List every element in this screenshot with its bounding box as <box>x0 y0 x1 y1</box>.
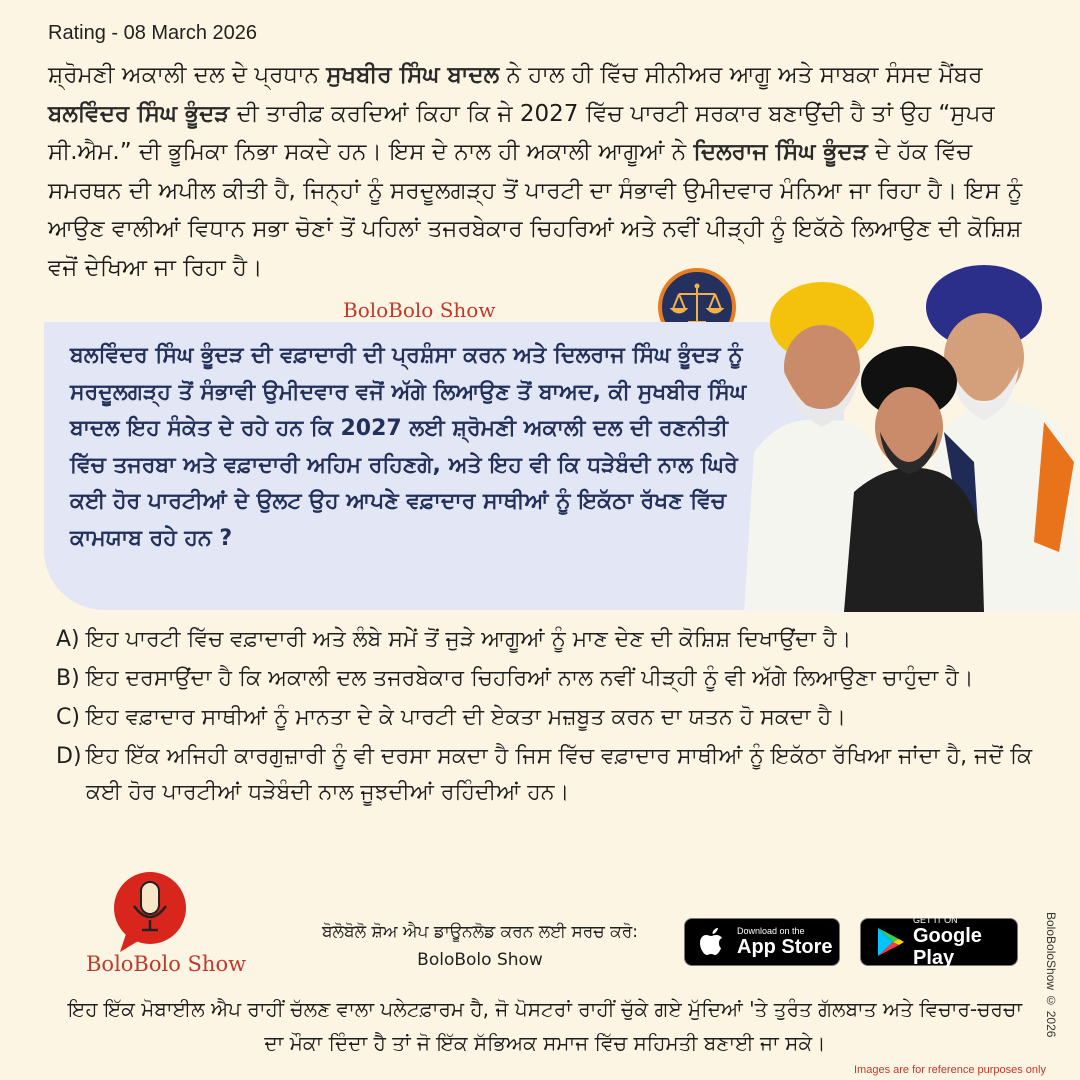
option-key: A) <box>56 627 80 652</box>
search-text: ਬੋਲੋਬੋਲੋ ਸ਼ੋਅ ਐਪ ਡਾਊਨਲੋਡ ਕਰਨ ਲਈ ਸਰਚ ਕਰੋ: <box>321 922 639 942</box>
google-play-button[interactable] <box>860 915 1018 969</box>
copyright: BoloBoloShow © 2026 <box>1044 912 1058 1038</box>
apple-icon <box>693 922 733 962</box>
answer-options <box>56 622 1036 814</box>
play-small-text: GET IT ON <box>913 915 958 925</box>
option-a[interactable] <box>56 622 1036 658</box>
option-text: ਇਹ ਵਫ਼ਾਦਾਰ ਸਾਥੀਆਂ ਨੂੰ ਮਾਨਤਾ ਦੇ ਕੇ ਪਾਰਟੀ ਦੀ ਏਕਤਾ ਮਜ਼ਬੂਤ ਕਰਨ ਦਾ ਯਤਨ ਹੋ ਸਕਦਾ ਹੈ। <box>86 705 847 730</box>
appstore-small-text: Download on the <box>737 926 805 936</box>
intro-name: ਦਿਲਰਾਜ ਸਿੰਘ ਭੂੰਦੜ <box>693 139 868 165</box>
logo-text: BoloBolo Show <box>86 952 247 976</box>
option-text: ਇਹ ਇੱਕ ਅਜਿਹੀ ਕਾਰਗੁਜ਼ਾਰੀ ਨੂੰ ਵੀ ਦਰਸਾ ਸਕਦਾ ਹੈ ਜਿਸ ਵਿੱਚ ਵਫ਼ਾਦਾਰ ਸਾਥੀਆਂ ਨੂੰ ਇਕੱਠਾ ਰੱਖਿਆ ਜਾਂਦਾ ਹੈ, ਜਦੋਂ ਕਿ ਕਈ ਹੋਰ ਪਾਰਟੀਆਂ ਧੜੇਬੰਦੀ ਨਾਲ ਜੂਝਦੀਆਂ ਰਹਿੰਦੀਆਂ ਹਨ। <box>86 744 1033 805</box>
app-store-button[interactable] <box>684 918 840 966</box>
intro-name: ਸੁਖਬੀਰ ਸਿੰਘ ਬਾਦਲ <box>326 62 500 88</box>
intro-name: ਬਲਵਿੰਦਰ ਸਿੰਘ ਭੂੰਦੜ <box>48 100 230 127</box>
option-text: ਇਹ ਦਰਸਾਉਂਦਾ ਹੈ ਕਿ ਅਕਾਲੀ ਦਲ ਤਜਰਬੇਕਾਰ ਚਿਹਰਿਆਂ ਨਾਲ ਨਵੀਂ ਪੀੜ੍ਹੀ ਨੂੰ ਵੀ ਅੱਗੇ ਲਿਆਉਣਾ ਚਾਹੁੰਦਾ ਹੈ। <box>86 666 974 691</box>
option-text: ਇਹ ਪਾਰਟੀ ਵਿੱਚ ਵਫ਼ਾਦਾਰੀ ਅਤੇ ਲੰਬੇ ਸਮੇਂ ਤੋਂ ਜੁੜੇ ਆਗੂਆਂ ਨੂੰ ਮਾਣ ਦੇਣ ਦੀ ਕੋਸ਼ਿਸ਼ ਦਿਖਾਉਂਦਾ ਹੈ। <box>86 627 852 652</box>
intro-text: ਸ਼੍ਰੋਮਣੀ ਅਕਾਲੀ ਦਲ ਦੇ ਪ੍ਰਧਾਨ <box>48 62 327 88</box>
search-instruction <box>290 918 670 974</box>
intro-paragraph <box>48 56 1038 287</box>
option-key: C) <box>56 705 80 730</box>
play-big-text: Google Play <box>913 925 982 969</box>
appstore-big-text: App Store <box>737 936 833 958</box>
option-key: D) <box>56 744 82 769</box>
footer-description: ਇਹ ਇੱਕ ਮੋਬਾਈਲ ਐਪ ਰਾਹੀਂ ਚੱਲਣ ਵਾਲਾ ਪਲੇਟਫ਼ਾਰਮ ਹੈ, ਜੋ ਪੋਸਟਰਾਂ ਰਾਹੀਂ ਚੁੱਕੇ ਗਏ ਮੁੱਦਿਆਂ 'ਤੇ ਤੁਰੰਤ ਗੱਲਬਾਤ ਅਤੇ ਵਿਚਾਰ-ਚਰਚਾ ਦਾ ਮੌਕਾ ਦਿੰਦਾ ਹੈ ਤਾਂ ਜੋ ਇੱਕ ਸੱਭਿਅਕ ਸਮਾਜ ਵਿੱਚ ਸਹਿਮਤੀ ਬਣਾਈ ਜਾ ਸਕੇ। <box>67 997 1023 1055</box>
app-name: BoloBolo Show <box>417 950 543 970</box>
intro-text: ਦੀ ਤਾਰੀਫ਼ ਕਰਦਿਆਂ ਕਿਹਾ ਕਿ ਜੇ 2027 ਵਿੱਚ ਪਾਰਟੀ ਸਰਕਾਰ ਬਣਾਉਂਦੀ ਹੈ ਤਾਂ ਉਹ “ਸੁਪਰ ਸੀ.ਐਮ.” ਦੀ ਭੂਮਿਕਾ ਨਿਭਾ ਸਕਦੇ ਹਨ। ਇਸ ਦੇ ਨਾਲ ਹੀ ਅਕਾਲੀ ਆਗੂਆਂ ਨੇ <box>48 100 995 165</box>
option-b[interactable] <box>56 661 1036 697</box>
brand-watermark: BoloBolo Show <box>343 298 496 322</box>
intro-text: ਨੇ ਹਾਲ ਹੀ ਵਿੱਚ ਸੀਨੀਅਰ ਆਗੂ ਅਤੇ ਸਾਬਕਾ ਸੰਸਦ ਮੈਂਬਰ <box>499 62 983 88</box>
rating-date: Rating - 08 March 2026 <box>48 22 258 44</box>
google-play-icon <box>869 922 909 962</box>
disclaimer: Images are for reference purposes only <box>854 1064 1046 1076</box>
option-d[interactable] <box>56 739 1036 811</box>
leaders-photo <box>744 262 1080 612</box>
question-text: ਬਲਵਿੰਦਰ ਸਿੰਘ ਭੂੰਦੜ ਦੀ ਵਫ਼ਾਦਾਰੀ ਦੀ ਪ੍ਰਸ਼ੰਸਾ ਕਰਨ ਅਤੇ ਦਿਲਰਾਜ ਸਿੰਘ ਭੂੰਦੜ ਨੂੰ ਸਰਦੂਲਗੜ੍ਹ ਤੋਂ ਸੰਭਾਵੀ ਉਮੀਦਵਾਰ ਵਜੋਂ ਅੱਗੇ ਲਿਆਉਣ ਤੋਂ ਬਾਅਦ, ਕੀ ਸੁਖਬੀਰ ਸਿੰਘ ਬਾਦਲ ਇਹ ਸੰਕੇਤ ਦੇ ਰਹੇ ਹਨ ਕਿ 2027 ਲਈ ਸ਼੍ਰੋਮਣੀ ਅਕਾਲੀ ਦਲ ਦੀ ਰਣਨੀਤੀ ਵਿੱਚ ਤਜਰਬਾ ਅਤੇ ਵਫ਼ਾਦਾਰੀ ਅਹਿਮ ਰਹਿਣਗੇ, ਅਤੇ ਇਹ ਵੀ ਕਿ ਧੜੇਬੰਦੀ ਨਾਲ ਘਿਰੇ ਕਈ ਹੋਰ ਪਾਰਟੀਆਂ ਦੇ ਉਲਟ ਉਹ ਆਪਣੇ ਵਫ਼ਾਦਾਰ ਸਾਥੀਆਂ ਨੂੰ ਇਕੱਠਾ ਰੱਖਣ ਵਿੱਚ ਕਾਮਯਾਬ ਰਹੇ ਹਨ ? <box>70 343 747 551</box>
option-c[interactable] <box>56 700 1036 736</box>
intro-text: ਦੇ ਹੱਕ ਵਿੱਚ ਸਮਰਥਨ ਦੀ ਅਪੀਲ ਕੀਤੀ ਹੈ, ਜਿਨ੍ਹਾਂ ਨੂੰ ਸਰਦੂਲਗੜ੍ਹ ਤੋਂ ਪਾਰਟੀ ਦਾ ਸੰਭਾਵੀ ਉਮੀਦਵਾਰ ਮੰਨਿਆ ਜਾ ਰਿਹਾ ਹੈ। ਇਸ ਨੂੰ ਆਉਣ ਵਾਲੀਆਂ ਵਿਧਾਨ ਸਭਾ ਚੋਣਾਂ ਤੋਂ ਪਹਿਲਾਂ ਤਜਰਬੇਕਾਰ ਚਿਹਰਿਆਂ ਅਤੇ ਨਵੀਂ ਪੀੜ੍ਹੀ ਨੂੰ ਇਕੱਠੇ ਲਿਆਉਣ ਦੀ ਕੋਸ਼ਿਸ਼ ਵਜੋਂ ਦੇਖਿਆ ਜਾ ਰਿਹਾ ਹੈ। <box>48 139 1023 281</box>
option-key: B) <box>56 666 80 691</box>
